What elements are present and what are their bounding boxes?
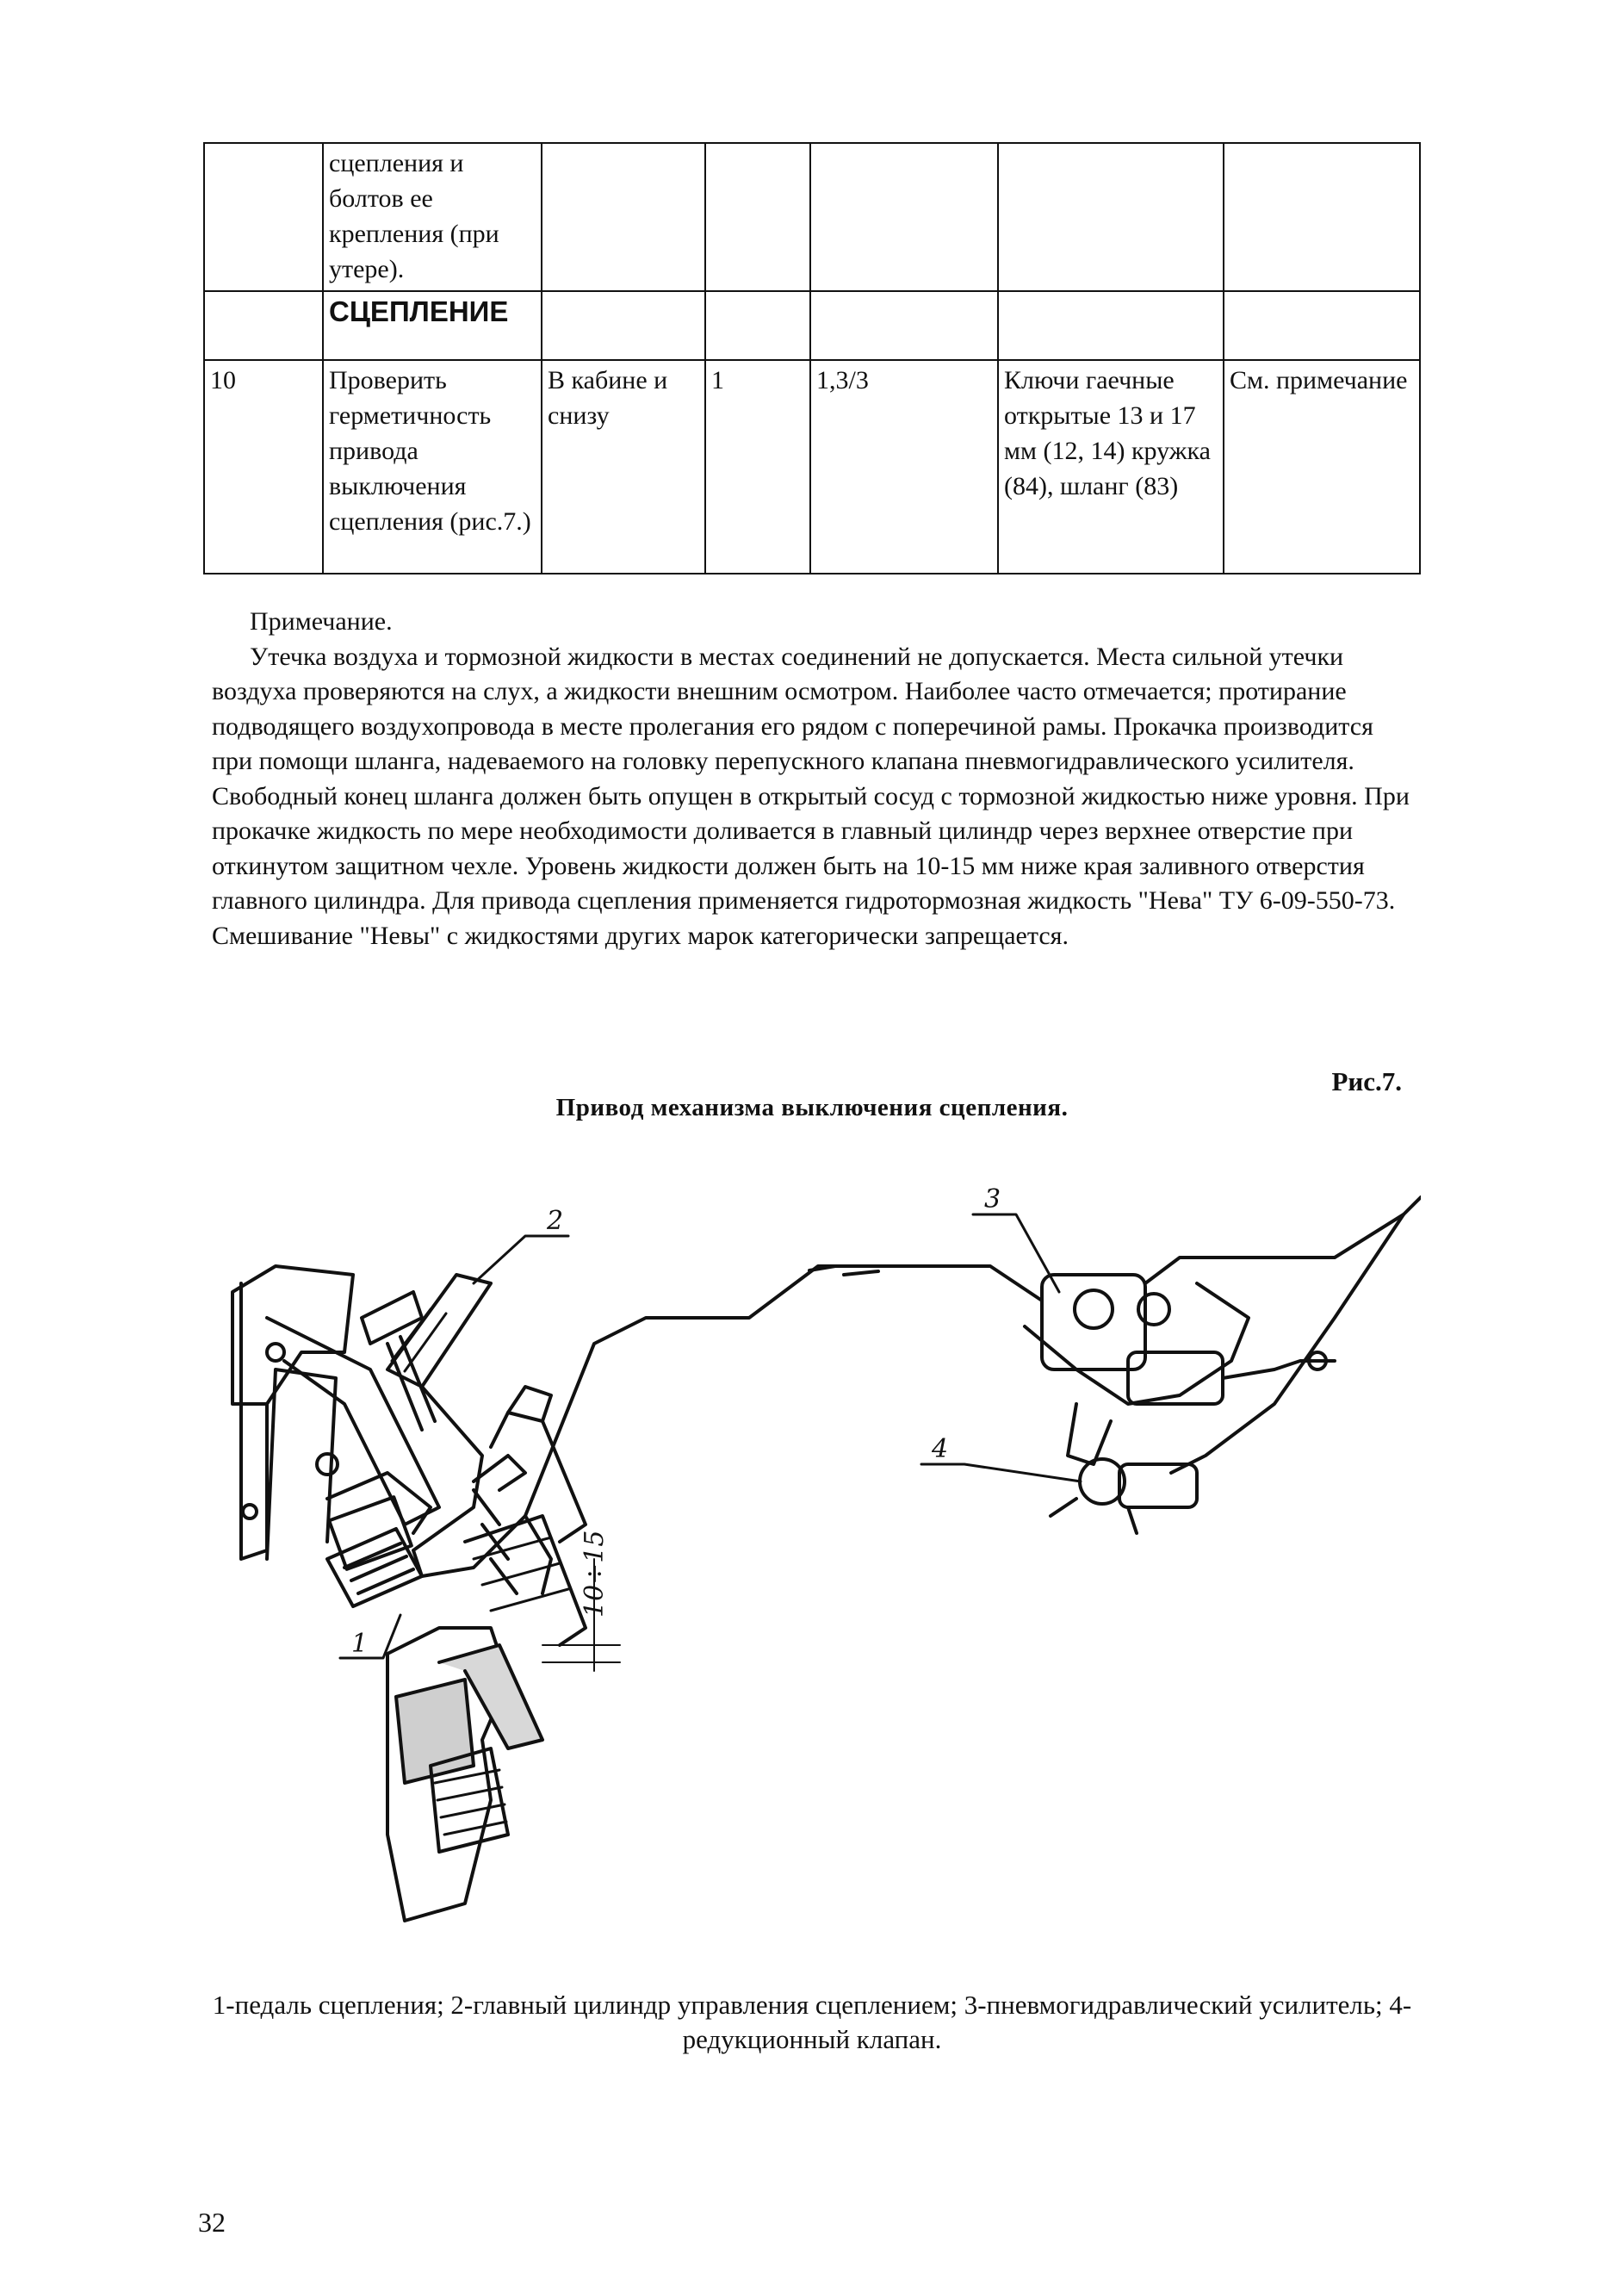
table-section-row <box>204 291 1420 360</box>
table-cell <box>1224 143 1420 291</box>
table-cell-number: 10 <box>204 360 323 574</box>
pneumohydraulic-booster <box>1025 1197 1421 1464</box>
leader-line-2 <box>474 1236 568 1283</box>
table-cell <box>998 143 1224 291</box>
note-body: Утечка воздуха и тормозной жидкости в местах соединений не допускается. Места сильной утечки воздуха проверяются на слух, а жидкости внешним осмотром. Наиболее часто отмечается; протирание подводящего воздухопровода в месте пролегания его рядом с поперечиной рамы. Прокачка производится при помощи шланга, надеваемого на головку перепускного клапана пневмогидравлического усилителя. Свободный конец шланга должен быть опущен в открытый сосуд с тормозной жидкостью ниже уровня. При прокачке жидкость по мере необходимости доливается в главный цилиндр через верхнее отверстие при откинутом защитном чехле. Уровень жидкости должен быть на 10-15 мм ниже края заливного отверстия главного цилиндра. Для привода сцепления применяется гидротормозная жидкость "Нева" ТУ 6-09-550-73. Смешивание "Невы" с жидкостями других марок категорически запрещается. <box>212 642 1410 950</box>
table-cell <box>705 143 810 291</box>
fluid-pipe-upper <box>525 1266 1042 1516</box>
table-cell-performers: 1 <box>705 360 810 574</box>
table-cell-operation: сцепления и болтов ее крепления (при утере). <box>323 143 542 291</box>
figure-caption: 1-педаль сцепления; 2-главный цилиндр управления сцеплением; 3-пневмогидравлический усилитель; 4-редукционный клапан. <box>212 1990 1412 2054</box>
table-cell-location: В кабине и снизу <box>542 360 705 574</box>
table-cell-labor: 1,3/3 <box>810 360 998 574</box>
table-cell <box>1224 291 1420 360</box>
table-cell <box>542 291 705 360</box>
table-cell <box>998 291 1224 360</box>
table-row <box>204 360 1420 574</box>
callout-3: 3 <box>984 1184 1001 1214</box>
callout-2: 2 <box>547 1206 564 1236</box>
clutch-drive-drawing <box>215 1146 1421 1972</box>
table-cell <box>542 143 705 291</box>
table-cell-tools: Ключи гаечные открытые 13 и 17 мм (12, 14) кружка (84), шланг (83) <box>998 360 1224 574</box>
figure-number: Рис.7. <box>1331 1066 1402 1096</box>
table-row <box>204 143 1420 291</box>
section-heading: СЦЕПЛЕНИЕ <box>323 291 542 360</box>
cylinder-cross-section <box>387 1387 620 1921</box>
note-title: Примечание. <box>250 607 393 636</box>
master-cylinder <box>387 1275 491 1387</box>
page-number: 32 <box>198 2207 226 2238</box>
note-block <box>212 605 1417 953</box>
maintenance-table <box>203 142 1421 574</box>
table-cell <box>204 291 323 360</box>
callout-4: 4 <box>932 1434 949 1464</box>
leader-line-4 <box>921 1464 1081 1481</box>
table-cell <box>810 291 998 360</box>
air-line <box>1171 1214 1404 1473</box>
dimension-label: 10÷15 <box>580 1530 610 1618</box>
figure-title: Привод механизма выключения сцепления. <box>555 1094 1069 1121</box>
pedal-assembly <box>232 1266 439 1606</box>
table-cell <box>204 143 323 291</box>
leader-line-3 <box>973 1214 1059 1292</box>
table-cell <box>810 143 998 291</box>
callout-1: 1 <box>351 1629 369 1659</box>
table-cell-notes: См. примечание <box>1224 360 1420 574</box>
table-cell <box>705 291 810 360</box>
table-cell-operation: Проверить герметичность привода выключения сцепления (рис.7.) <box>323 360 542 574</box>
